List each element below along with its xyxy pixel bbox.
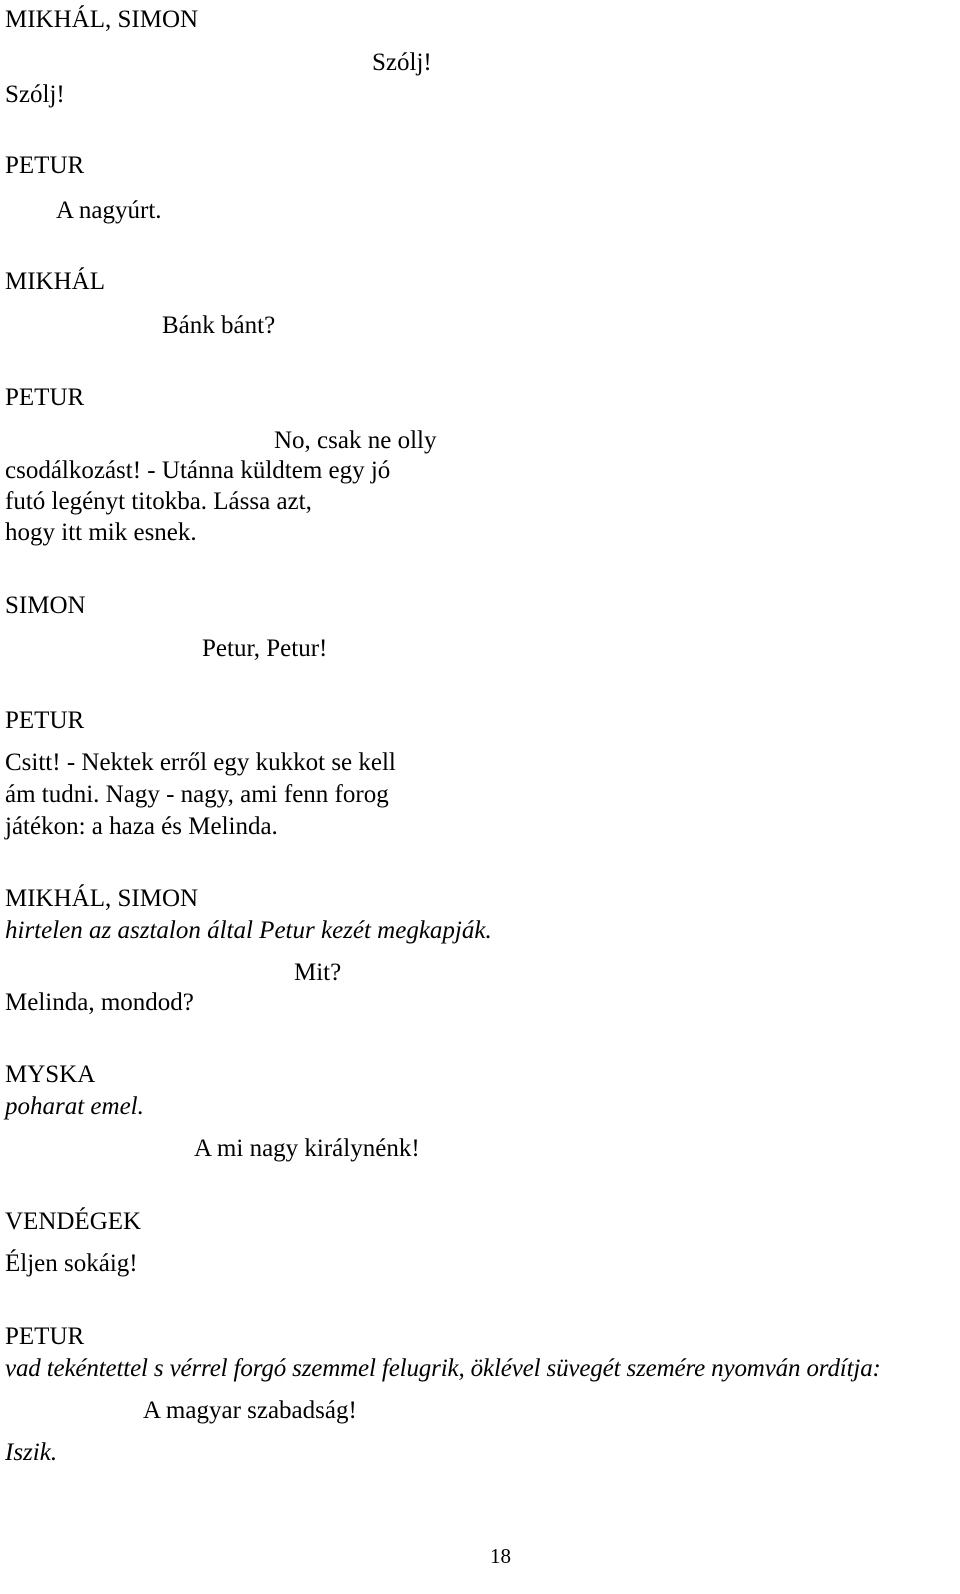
speaker-name: PETUR (5, 384, 85, 411)
stage-direction: Iszik. (5, 1439, 58, 1466)
dialogue-line: ám tudni. Nagy - nagy, ami fenn forog (5, 781, 389, 808)
speaker-name: PETUR (5, 1323, 85, 1350)
dialogue-line: A magyar szabadság! (143, 1397, 357, 1424)
dialogue-line: No, csak ne olly (274, 427, 437, 454)
dialogue-line: Melinda, mondod? (5, 989, 194, 1016)
speaker-name: MIKHÁL (5, 268, 105, 295)
stage-direction: hirtelen az asztalon által Petur kezét megkapják. (5, 917, 492, 944)
speaker-name: VENDÉGEK (5, 1208, 142, 1235)
dialogue-line: hogy itt mik esnek. (5, 519, 197, 546)
speaker-name: PETUR (5, 152, 85, 179)
dialogue-line: A nagyúrt. (56, 197, 162, 224)
stage-direction: poharat emel. (5, 1093, 144, 1120)
dialogue-line: futó legényt titokba. Lássa azt, (5, 488, 312, 515)
dialogue-line: Szólj! (5, 81, 65, 108)
dialogue-line: Petur, Petur! (202, 635, 328, 662)
dialogue-line: játékon: a haza és Melinda. (5, 813, 278, 840)
dialogue-line: Bánk bánt? (162, 312, 276, 339)
page-number: 18 (490, 1544, 511, 1568)
speaker-name: PETUR (5, 707, 85, 734)
dialogue-line: Éljen sokáig! (5, 1250, 138, 1277)
dialogue-line: Csitt! - Nektek erről egy kukkot se kell (5, 749, 396, 776)
speaker-name: MIKHÁL, SIMON (5, 885, 199, 912)
speaker-name: SIMON (5, 592, 86, 619)
dialogue-line: csodálkozást! - Utánna küldtem egy jó (5, 457, 391, 484)
dialogue-line: Mit? (294, 959, 342, 986)
speaker-name: MIKHÁL, SIMON (5, 6, 199, 33)
dialogue-line: A mi nagy királynénk! (194, 1135, 420, 1162)
speaker-name: MYSKA (5, 1061, 96, 1088)
stage-direction: vad tekéntettel s vérrel forgó szemmel felugrik, öklével süvegét szemére nyomván ordítja: (5, 1355, 881, 1382)
dialogue-line: Szólj! (372, 49, 432, 76)
